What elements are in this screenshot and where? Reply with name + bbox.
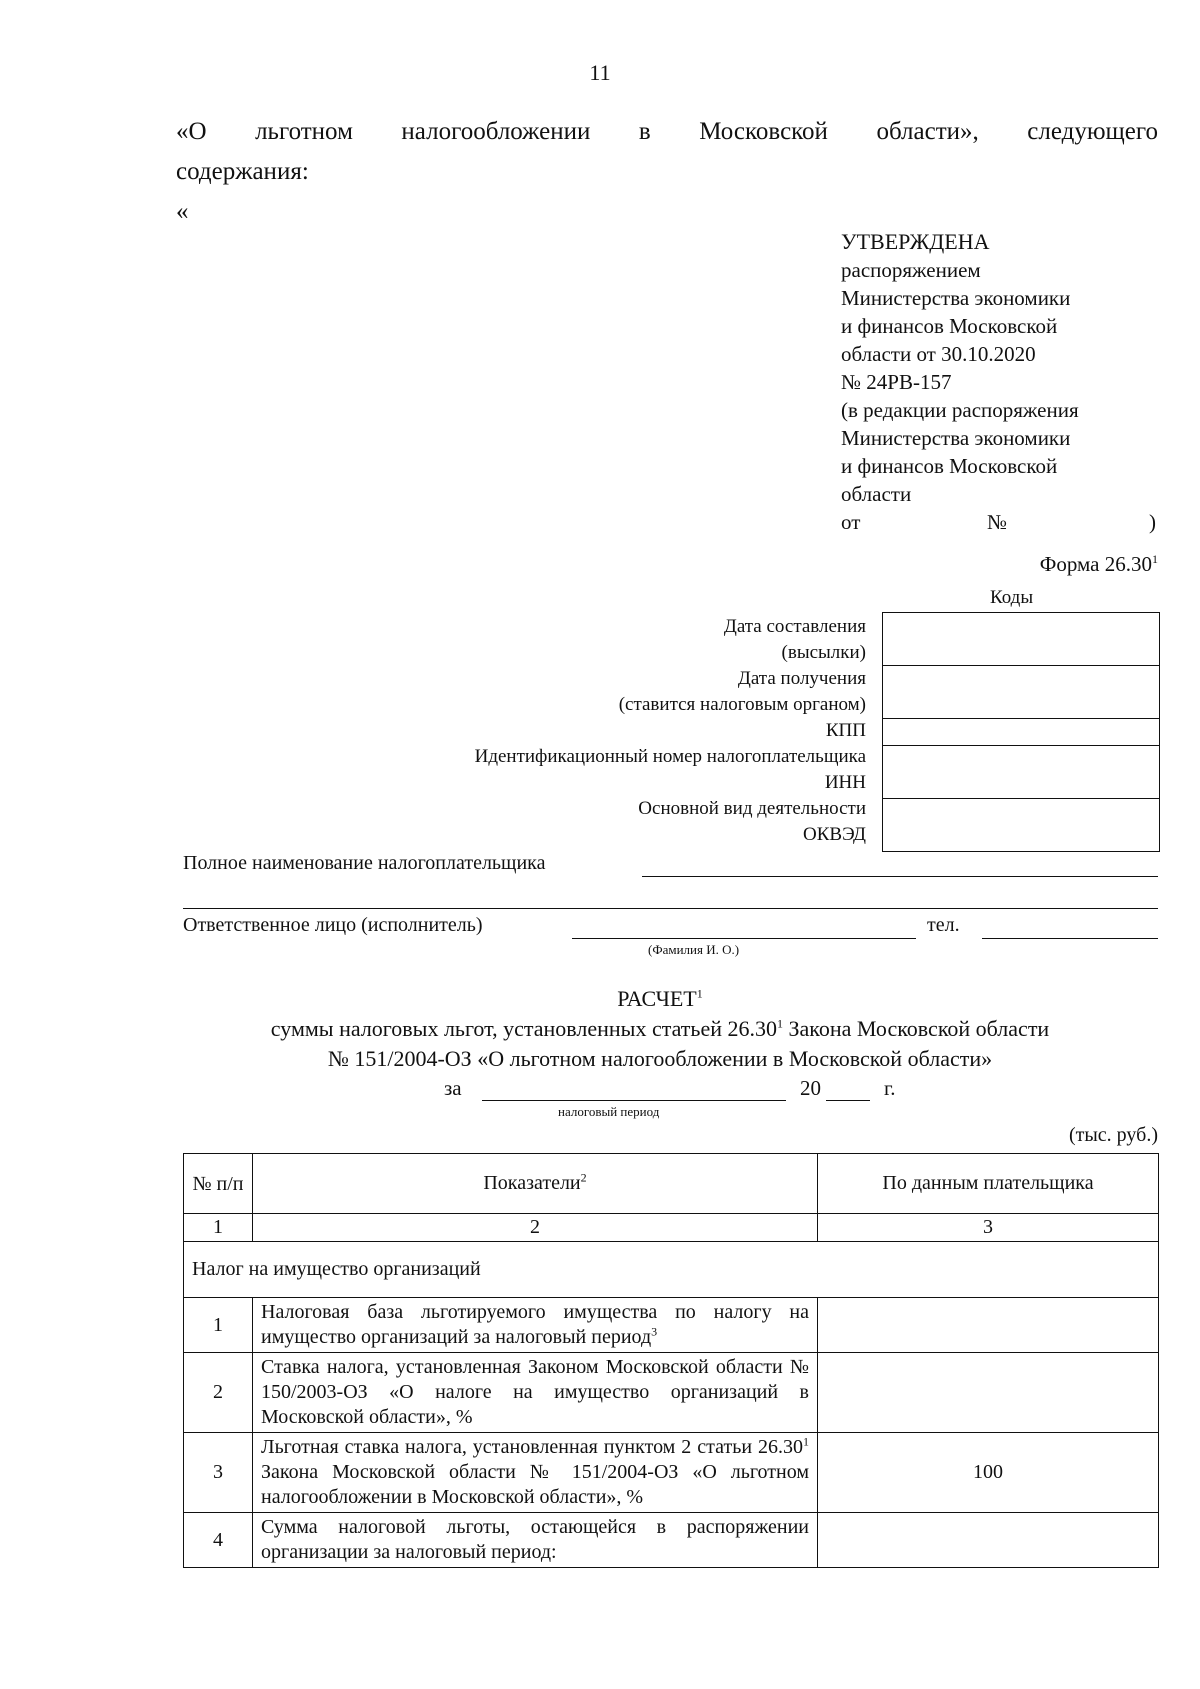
row-value[interactable]: 100 <box>818 1433 1159 1513</box>
calc-subtitle-sup: 1 <box>777 1016 783 1031</box>
row-desc: Сумма налоговой льготы, остающейся в распоряжении организации за налоговый период: <box>253 1513 818 1568</box>
row-desc: Ставка налога, установленная Законом Московской области № 150/2003-ОЗ «О налоге на имущество организаций в Московской области», % <box>253 1353 818 1433</box>
row-desc-sup: 1 <box>803 1434 809 1449</box>
code-label-line: Дата получения <box>737 668 866 689</box>
code-label-line: (ставится налоговым органом) <box>618 694 866 715</box>
approval-line: и финансов Московской <box>841 454 1058 478</box>
table-row <box>184 1433 1159 1513</box>
code-label-okved <box>638 796 866 848</box>
header-num: № п/п <box>184 1154 253 1214</box>
row-num: 3 <box>184 1433 253 1513</box>
form-code <box>1040 552 1158 577</box>
col-number: 2 <box>253 1214 818 1242</box>
row-desc-sup: 3 <box>651 1324 658 1339</box>
header-indicators-sup: 2 <box>580 1170 587 1185</box>
code-label-line: (высылки) <box>781 642 866 663</box>
row-value[interactable] <box>818 1353 1159 1433</box>
approval-line: Министерства экономики <box>841 286 1071 310</box>
row-value[interactable] <box>818 1298 1159 1353</box>
code-label-line: Дата составления <box>723 616 866 637</box>
full-name-label: Полное наименование налогоплательщика <box>183 852 546 874</box>
period-g: г. <box>884 1076 896 1100</box>
full-name-field[interactable] <box>642 876 1158 877</box>
calc-subtitle-1 <box>0 1016 1200 1042</box>
row-desc <box>253 1298 818 1353</box>
intro-word: следующего <box>1027 118 1158 145</box>
intro-word: Московской <box>699 118 828 145</box>
tel-field[interactable] <box>982 938 1158 939</box>
approval-line: области <box>841 482 912 506</box>
intro-word: области», <box>876 118 979 145</box>
responsible-label: Ответственное лицо (исполнитель) <box>183 914 483 936</box>
code-cell-okved[interactable] <box>883 799 1159 852</box>
intro-word: льготном <box>255 118 353 145</box>
approval-line: Министерства экономики <box>841 426 1071 450</box>
row-desc-text: Льготная ставка налога, установленная пунктом 2 статьи 26.30 <box>261 1436 803 1458</box>
period-za: за <box>444 1076 462 1100</box>
approval-line: (в редакции распоряжения <box>841 398 1079 422</box>
row-desc-text: Закона Московской области № 151/2004-ОЗ «О льготном налогообложении в Московской области», % <box>261 1461 809 1508</box>
table-row <box>184 1353 1159 1433</box>
approval-ot: от <box>841 510 861 534</box>
code-cell-kpp[interactable] <box>883 719 1159 746</box>
header-indicators <box>253 1154 818 1214</box>
calc-subtitle-2: № 151/2004-ОЗ «О льготном налогообложении в Московской области» <box>327 1046 993 1071</box>
table-header-row <box>184 1154 1159 1214</box>
codes-box <box>882 612 1160 852</box>
approval-close-paren: ) <box>1149 510 1156 534</box>
table-row <box>184 1513 1159 1568</box>
intro-word: в <box>638 118 651 145</box>
approval-block <box>841 228 1171 536</box>
responsible-field[interactable] <box>572 938 916 939</box>
calc-subtitle-text: суммы налоговых льгот, установленных статьей 26.30 <box>270 1016 777 1041</box>
code-label-inn <box>475 744 866 796</box>
code-label-line: ОКВЭД <box>803 824 866 845</box>
approval-title: УТВЕРЖДЕНА <box>841 229 990 254</box>
period-year-prefix: 20 <box>800 1076 821 1100</box>
table-section-row <box>184 1242 1159 1298</box>
fio-caption: (Фамилия И. О.) <box>648 942 740 957</box>
header-indicators-text: Показатели <box>483 1172 581 1194</box>
code-cell-date-compiled[interactable] <box>883 613 1159 666</box>
approval-ot-line <box>841 508 1171 536</box>
section-title: Налог на имущество организаций <box>184 1242 1159 1298</box>
row-value[interactable] <box>818 1513 1159 1568</box>
code-label-date-received <box>619 666 866 718</box>
full-name-field-continued[interactable] <box>183 908 1158 909</box>
approval-num-sign: № <box>987 510 1008 534</box>
code-label-line: Идентификационный номер налогоплательщика <box>474 746 866 767</box>
row-desc-text: Налоговая база льготируемого имущества по налогу на имущество организаций за налоговый период <box>261 1301 809 1348</box>
period-year-field[interactable] <box>826 1100 870 1101</box>
approval-line: № 24РВ-157 <box>841 370 952 394</box>
period-field[interactable] <box>482 1100 786 1101</box>
intro-word: налогообложении <box>401 118 591 145</box>
code-label-line: Основной вид деятельности <box>638 798 866 819</box>
codes-header: Коды <box>990 587 1034 608</box>
code-label-line: КПП <box>825 720 866 741</box>
quote-open: « <box>176 198 189 225</box>
code-cell-date-received[interactable] <box>883 666 1159 719</box>
indicators-table <box>183 1153 1159 1568</box>
form-code-text: Форма 26.30 <box>1039 552 1152 576</box>
row-num: 1 <box>184 1298 253 1353</box>
approval-line: области от 30.10.2020 <box>841 342 1036 366</box>
calc-title-text: РАСЧЕТ <box>617 986 697 1011</box>
period-caption: налоговый период <box>558 1104 660 1119</box>
calc-subtitle-text: Закона Московской области <box>783 1016 1050 1041</box>
form-code-sup: 1 <box>1152 552 1158 566</box>
code-cell-inn[interactable] <box>883 746 1159 799</box>
calc-title-sup: 1 <box>696 986 703 1001</box>
header-payer: По данным плательщика <box>818 1154 1159 1214</box>
row-desc <box>253 1433 818 1513</box>
row-num: 2 <box>184 1353 253 1433</box>
intro-word: «О <box>176 118 207 145</box>
row-num: 4 <box>184 1513 253 1568</box>
units-label: (тыс. руб.) <box>1068 1124 1158 1146</box>
tel-label: тел. <box>927 914 960 936</box>
table-row <box>184 1298 1159 1353</box>
approval-line: распоряжением <box>841 258 981 282</box>
col-number: 3 <box>818 1214 1159 1242</box>
code-label-date-compiled <box>724 614 866 666</box>
code-label-line: ИНН <box>824 772 866 793</box>
calc-title <box>0 986 1200 1012</box>
page-number: 11 <box>589 60 611 85</box>
approval-line: и финансов Московской <box>841 314 1058 338</box>
code-label-kpp <box>826 718 866 744</box>
col-number: 1 <box>184 1214 253 1242</box>
table-col-numbers-row <box>184 1214 1159 1242</box>
intro-line-2: содержания: <box>176 158 309 185</box>
intro-line-1 <box>176 118 1158 146</box>
